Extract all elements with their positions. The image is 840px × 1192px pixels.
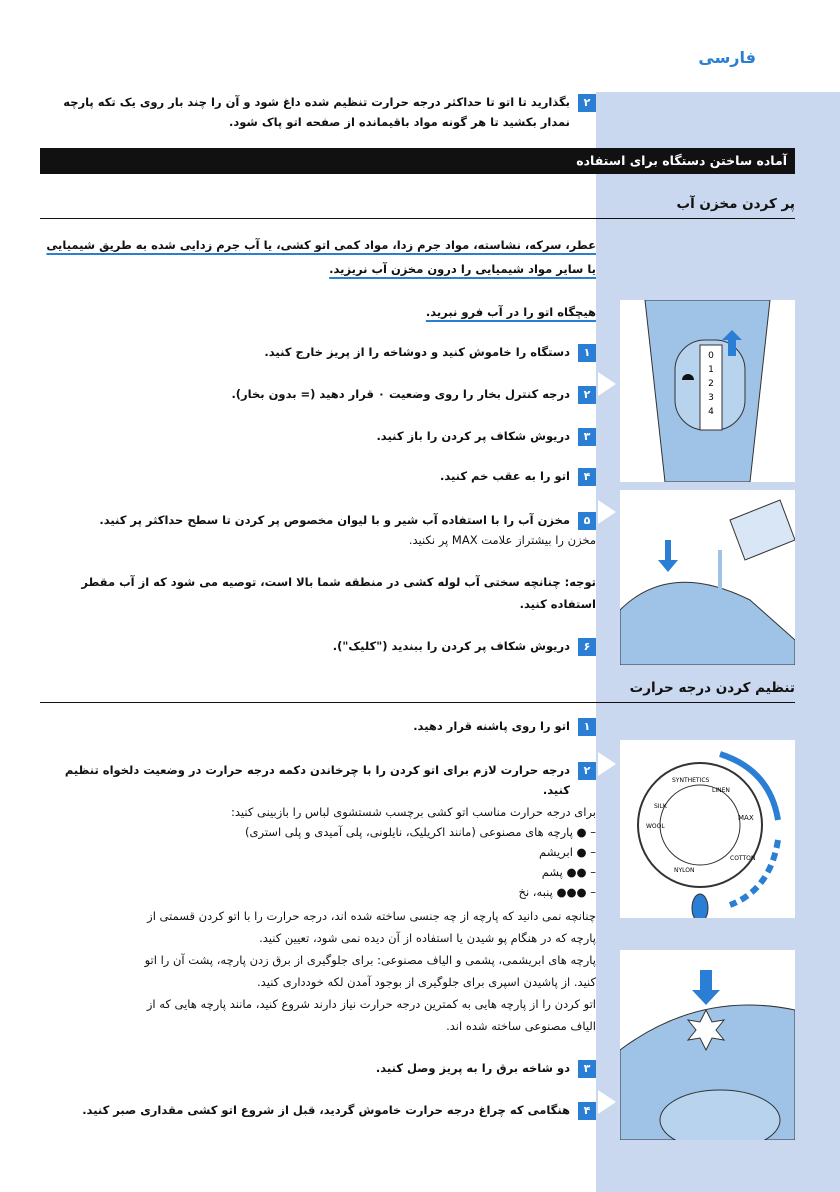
- step-text: دستگاه را خاموش کنید و دوشاخه را از پریز خارج کنید.: [264, 345, 570, 359]
- step-5-sub: مخزن را بیشتراز علامت MAX پر نکنید.: [408, 533, 596, 547]
- step-number: ۶: [578, 638, 596, 656]
- step-text: هنگامی که چراغ درجه حرارت خاموش گردید، قبل از شروع اتو کشی مقداری صبر کنید.: [82, 1103, 570, 1117]
- fill-step-1: [40, 342, 596, 362]
- step-text: دریوش شکاف پر کردن را ببندید ("کلیک").: [332, 639, 570, 653]
- fabric-item: – ●● پشم: [541, 865, 596, 879]
- pointer-arrow-icon: [598, 372, 616, 396]
- fill-step-4: [40, 466, 596, 486]
- step-number: ۲: [578, 386, 596, 404]
- warning-1b: [40, 259, 596, 279]
- fill-step-2: [40, 384, 596, 404]
- note-line-2: استفاده کنید.: [519, 597, 596, 611]
- para-2-line-2: کنید. از پاشیدن اسپری برای جلوگیری از بوجود آمدن لکه خودداری کنید.: [257, 975, 596, 989]
- para-2-line-1: پارچه های ابریشمی، پشمی و الیاف مصنوعی: برای جلوگیری از برق زدن پارچه، پشت آن را اتو: [144, 953, 596, 967]
- step-number: ۲: [578, 94, 596, 112]
- dial-number: 4: [708, 407, 714, 417]
- note-line-1: توجه: چنانچه سختی آب لوله کشی در منطقه شما بالا است، توصیه می شود که از آب مقطر: [81, 575, 596, 589]
- step-number: ۱: [578, 718, 596, 736]
- step-number: ۱: [578, 344, 596, 362]
- para-1-line-2: پارچه که در هنگام پو شیدن یا استفاده از آن دیده نمی شود، تعیین کنید.: [259, 931, 596, 945]
- step-text: اتو را روی پاشنه قرار دهید.: [413, 719, 570, 733]
- fill-heading: پر کردن مخزن آب: [40, 196, 795, 219]
- temperature-dial-illustration: [620, 740, 795, 918]
- dial-label: SILK: [654, 803, 667, 810]
- language-label: فارسی: [698, 48, 756, 67]
- down-arrow-icon: [692, 970, 720, 1005]
- fill-step-5: [40, 510, 596, 530]
- step-text: مخزن آب را با استفاده آب شیر و با لیوان مخصوص پر کردن تا سطح حداکثر پر کنید.: [99, 513, 570, 527]
- fabric-item: – ● پارچه های مصنوعی (مانند اکریلیک، نایلونی، پلی آمیدی و پلی استری): [245, 825, 596, 839]
- warning-1: [40, 235, 596, 255]
- pointer-arrow-icon: [598, 752, 616, 776]
- temp-step-4: [40, 1100, 596, 1120]
- fabric-item: – ● ابریشم: [539, 845, 596, 859]
- dial-label: LINEN: [712, 787, 730, 794]
- step-text: دریوش شکاف پر کردن را باز کنید.: [376, 429, 570, 443]
- step-text: اتو را به عقب خم کنید.: [439, 469, 570, 483]
- step-number: ۳: [578, 428, 596, 446]
- fabric-list: [40, 822, 596, 902]
- intro-line-2: نمدار بکشید تا هر گونه مواد باقیمانده از صفحه اتو پاک شود.: [229, 115, 570, 129]
- pointer-arrow-icon: [598, 500, 616, 524]
- fill-water-illustration: [620, 490, 795, 665]
- check-label: برای درجه حرارت مناسب اتو کشی برچسب شستشوی لباس را بازبینی کنید:: [231, 805, 596, 819]
- temp-step-2-line-2: کنید.: [542, 783, 570, 797]
- dial-number: 0: [708, 351, 714, 361]
- temp-step-3: [40, 1058, 596, 1078]
- step-number: ۲: [578, 762, 596, 780]
- intro-step: [40, 92, 596, 112]
- warning-2: [40, 302, 596, 322]
- indicator-light-illustration: [620, 950, 795, 1140]
- step-text: درجه حرارت لازم برای اتو کردن را با چرخاندن دکمه درجه حرارت در وضعیت دلخواه تنظیم: [64, 763, 570, 777]
- temp-heading: تنظیم کردن درجه حرارت: [40, 680, 795, 703]
- dial-label: COTTON: [730, 855, 756, 862]
- dial-number: 2: [708, 379, 714, 389]
- dial-number: 1: [708, 365, 714, 375]
- fill-step-3: [40, 426, 596, 446]
- para-3-line-2: الیاف مصنوعی ساخته شده اند.: [446, 1019, 596, 1033]
- dial-label: MAX: [738, 814, 754, 822]
- step-number: ۳: [578, 1060, 596, 1078]
- step-number: ۴: [578, 468, 596, 486]
- step-text: دو شاخه برق را به پریز وصل کنید.: [375, 1061, 570, 1075]
- temp-step-2: [40, 760, 596, 780]
- warning-1-line-1: عطر، سرکه، نشاسته، مواد جرم زدا، مواد کمی اتو کشی، یا آب جرم زدایی شده به طریق شیمیایی: [46, 238, 596, 252]
- section-title-bar: آماده ساختن دستگاه برای استفاده: [40, 148, 795, 174]
- para-3-line-1: اتو کردن را از پارچه هایی به کمترین درجه حرارت نیاز دارند شروع کنید، مانند پارچه هایی که از: [146, 997, 596, 1011]
- step-text: درجه کنترل بخار را روی وضعیت ۰ قرار دهید (= بدون بخار).: [231, 387, 570, 401]
- step-number: ۴: [578, 1102, 596, 1120]
- fill-step-6: [40, 636, 596, 656]
- step-number: ۵: [578, 512, 596, 530]
- down-arrow-icon: [658, 540, 678, 572]
- dial-label: NYLON: [674, 867, 695, 874]
- fabric-item: – ●●● پنبه، نخ: [518, 885, 596, 899]
- temp-step-1: [40, 716, 596, 736]
- pointer-arrow-icon: [598, 1090, 616, 1114]
- intro-line-1: بگذارید تا اتو تا حداکثر درجه حرارت تنظیم شده داغ شود و آن را چند بار روی یک تکه پارچه: [63, 95, 570, 109]
- dial-label: WOOL: [646, 823, 665, 830]
- dial-label: SYNTHETICS: [672, 777, 710, 784]
- dial-number: 3: [708, 393, 714, 403]
- warning-2-text: هیچگاه اتو را در آب فرو نبرید.: [425, 305, 596, 319]
- para-1-line-1: چنانچه نمی دانید که پارچه از چه جنسی ساخته شده اند، درجه حرارت را با اتو کردن قسمتی از: [147, 909, 596, 923]
- steam-control-illustration: [620, 300, 795, 482]
- warning-1-line-2: یا سایر مواد شیمیایی را درون مخزن آب نریزید.: [329, 262, 596, 276]
